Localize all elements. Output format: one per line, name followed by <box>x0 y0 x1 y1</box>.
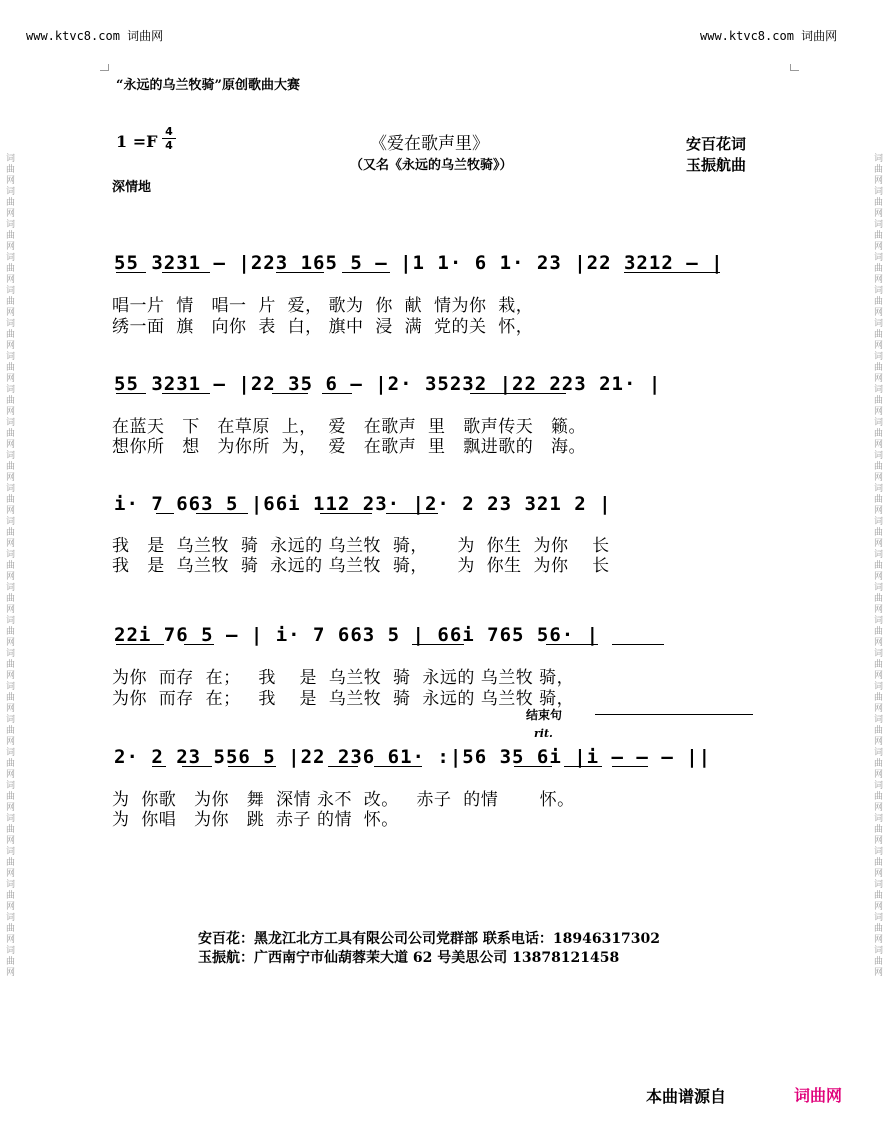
source-label: 本曲谱源自 <box>646 1087 727 1106</box>
lyrics-line-5-verse-1: 为 你歌 为你 舞 深情 永不 改。 赤子 的情 怀。 <box>112 790 575 810</box>
underline <box>374 766 422 767</box>
underline <box>546 644 598 645</box>
lyrics-line-5-verse-2: 为 你唱 为你 跳 赤子 的情 怀。 <box>112 810 399 830</box>
underline <box>116 644 164 645</box>
underline <box>564 766 602 767</box>
underline <box>272 393 308 394</box>
lyrics-line-3-verse-1: 我 是 乌兰牧 骑 永远的 乌兰牧 骑， 为 你生 为你 长 <box>112 536 610 556</box>
lyrics-line-4-verse-1: 为你 而存 在； 我 是 乌兰牧 骑 永远的 乌兰牧 骑， <box>112 668 575 688</box>
underline <box>162 393 210 394</box>
lyrics-line-1-verse-2: 绣一面 旗 向你 表 白， 旗中 浸 满 党的关 怀， <box>112 317 534 337</box>
lyrics-line-2-verse-2: 想你所 想 为你所 为， 爱 在歌声 里 飘进歌的 海。 <box>112 437 586 457</box>
lyrics-line-3-verse-2: 我 是 乌兰牧 骑 永远的 乌兰牧 骑， 为 你生 为你 长 <box>112 556 610 576</box>
time-signature <box>162 126 176 151</box>
underline <box>116 272 146 273</box>
ending-bracket <box>595 714 753 715</box>
underline <box>342 272 390 273</box>
expression-mark: 深情地 <box>112 180 152 195</box>
underline <box>116 393 146 394</box>
corner-mark-right <box>790 64 799 71</box>
right-watermark: 词曲网词曲网词曲网词曲网词曲网词曲网词曲网词曲网词曲网词曲网词曲网词曲网词曲网词曲网词曲网词曲网词曲网词曲网词曲网词曲网词曲网词曲网词曲网词曲网词曲网 <box>872 153 882 978</box>
lyrics-line-2-verse-1: 在蓝天 下 在草原 上， 爱 在歌声 里 歌声传天 籁。 <box>112 417 586 437</box>
underline <box>320 513 372 514</box>
notation-line-2: 55 3231 — |22 35 6 — |2· 35232 |22 223 21· | <box>114 373 662 395</box>
underline <box>182 766 212 767</box>
key-signature: 1 =F <box>116 132 158 151</box>
lyrics-line-4-verse-2: 为你 而存 在； 我 是 乌兰牧 骑 永远的 乌兰牧 骑， <box>112 689 575 709</box>
underline <box>612 644 664 645</box>
corner-mark-left <box>100 64 109 71</box>
underline <box>322 393 352 394</box>
underline <box>162 272 210 273</box>
underline <box>228 766 276 767</box>
underline <box>386 513 438 514</box>
notation-line-3: i· 7 663 5 |66i 112 23· |2· 2 23 321 2 | <box>114 493 612 515</box>
underline <box>412 644 464 645</box>
rit-mark: rit. <box>534 727 553 740</box>
brand-name[interactable]: 词曲网 <box>794 1086 843 1105</box>
lyricist: 安百花词 <box>686 135 747 153</box>
underline <box>470 393 566 394</box>
contact-composer: 玉振航：广西南宁市仙葫蓉茉大道 62 号美思公司 13878121458 <box>198 950 620 966</box>
time-signature-bottom: 4 <box>165 139 173 152</box>
underline <box>612 766 648 767</box>
site-link-right[interactable]: www.ktvc8.com 词曲网 <box>700 29 838 43</box>
notation-line-4: 22i 76 5 — | i· 7 663 5 | 66i 765 56· | <box>114 624 600 646</box>
underline <box>152 766 166 767</box>
contact-lyricist: 安百花：黑龙江北方工具有限公司公司党群部 联系电话：18946317302 <box>198 931 661 947</box>
underline <box>276 272 324 273</box>
contest-name: “永远的乌兰牧骑”原创歌曲大赛 <box>116 78 300 93</box>
ending-label: 结束句 <box>526 708 563 722</box>
underline <box>196 513 248 514</box>
notation-line-1: 55 3231 — |223 165 5 — |1 1· 6 1· 23 |22 3212 — | <box>114 252 724 274</box>
song-title: 《爱在歌声里》 <box>370 134 489 154</box>
underline <box>624 272 720 273</box>
underline <box>514 766 552 767</box>
site-link-left[interactable]: www.ktvc8.com 词曲网 <box>26 29 164 43</box>
underline <box>156 513 174 514</box>
left-watermark: 词曲网词曲网词曲网词曲网词曲网词曲网词曲网词曲网词曲网词曲网词曲网词曲网词曲网词曲网词曲网词曲网词曲网词曲网词曲网词曲网词曲网词曲网词曲网词曲网词曲网 <box>4 153 14 978</box>
composer: 玉振航曲 <box>686 156 747 174</box>
time-signature-top: 4 <box>165 125 173 138</box>
song-subtitle: （又名《永远的乌兰牧骑》） <box>350 158 513 173</box>
underline <box>184 644 214 645</box>
notation-line-5: 2· 2 23 556 5 |22 236 61· :|56 35 6i |i — — — || <box>114 746 712 768</box>
underline <box>328 766 358 767</box>
lyrics-line-1-verse-1: 唱一片 情 唱一 片 爱， 歌为 你 献 情为你 栽， <box>112 296 534 316</box>
